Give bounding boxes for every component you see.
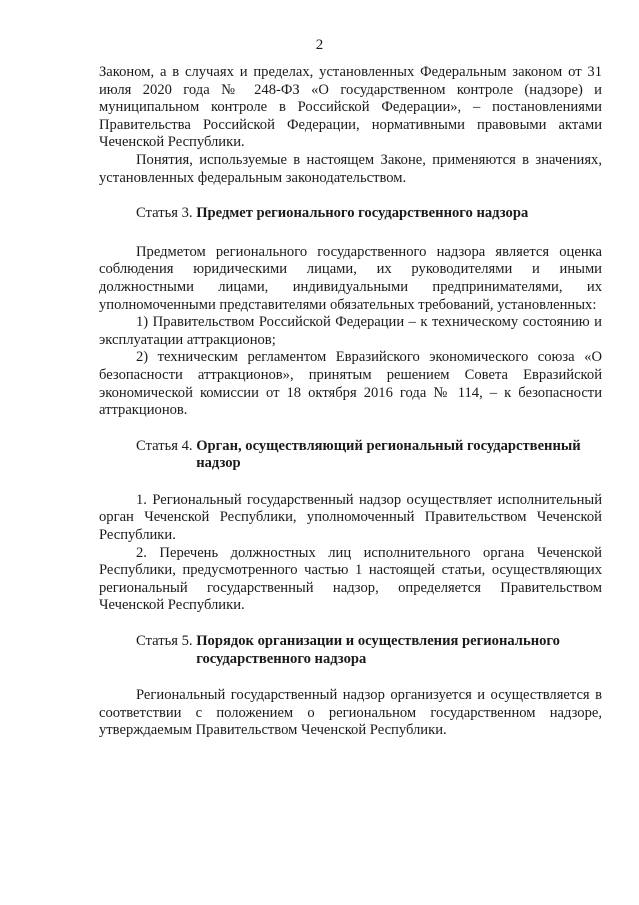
article-3-item-2: 2) техническим регламентом Евразийского экономического союза «О безопасности аттракционов», принятым решением Совета Евразийской экономической комиссии от 18 октября 2016 года № 114, – к безопасности аттракционов. bbox=[99, 349, 602, 419]
intro-paragraph-continued: Законом, а в случаях и пределах, установленных Федеральным законом от 31 июля 2020 года № 248-ФЗ «О государственном контроле (надзоре) и муниципальном контроле в Российской Федерации», – постановлениями Правительства Российской Федерации, нормативными правовыми актами Чеченской Республики. bbox=[99, 64, 602, 151]
article-4-number: Статья 4. bbox=[136, 437, 197, 454]
document-body bbox=[99, 64, 602, 740]
intro-paragraph-concepts: Понятия, используемые в настоящем Законе, применяются в значениях, установленных федеральным законодательством. bbox=[99, 151, 602, 186]
article-3-item-1: 1) Правительством Российской Федерации – к техническому состоянию и эксплуатации аттракционов; bbox=[99, 314, 602, 348]
article-4-heading bbox=[99, 438, 602, 473]
article-4-item-1: 1. Региональный государственный надзор осуществляет исполнительный орган Чеченской Республики, уполномоченный Правительством Чеченской Республики. bbox=[99, 491, 602, 544]
page-number: 2 bbox=[315, 37, 324, 53]
article-5-paragraph: Региональный государственный надзор организуется и осуществляется в соответствии с положением о региональном государственном надзоре, утверждаемым Правительством Чеченской Республики. bbox=[99, 687, 602, 739]
article-5-heading bbox=[99, 633, 602, 668]
article-5-number: Статья 5. bbox=[136, 633, 197, 650]
article-5-title: Порядок организации и осуществления регионального государственного надзора bbox=[196, 633, 560, 667]
article-4-title: Орган, осуществляющий региональный государственный надзор bbox=[196, 437, 581, 472]
article-3-heading bbox=[99, 205, 602, 223]
article-4-item-2: 2. Перечень должностных лиц исполнительного органа Чеченской Республики, предусмотренного частью 1 настоящей статьи, осуществляющих региональный государственный надзор, определяется Правительством Чеченской Республики. bbox=[99, 544, 602, 614]
article-3-title: Предмет регионального государственного надзора bbox=[196, 205, 529, 222]
article-3-paragraph: Предметом регионального государственного надзора является оценка соблюдения юридическими лицами, их руководителями и иными должностными лицами, индивидуальными предпринимателями, их уполномоченными представителями обязательных требований, установленных: bbox=[99, 243, 602, 313]
article-3-number: Статья 3. bbox=[136, 205, 197, 222]
